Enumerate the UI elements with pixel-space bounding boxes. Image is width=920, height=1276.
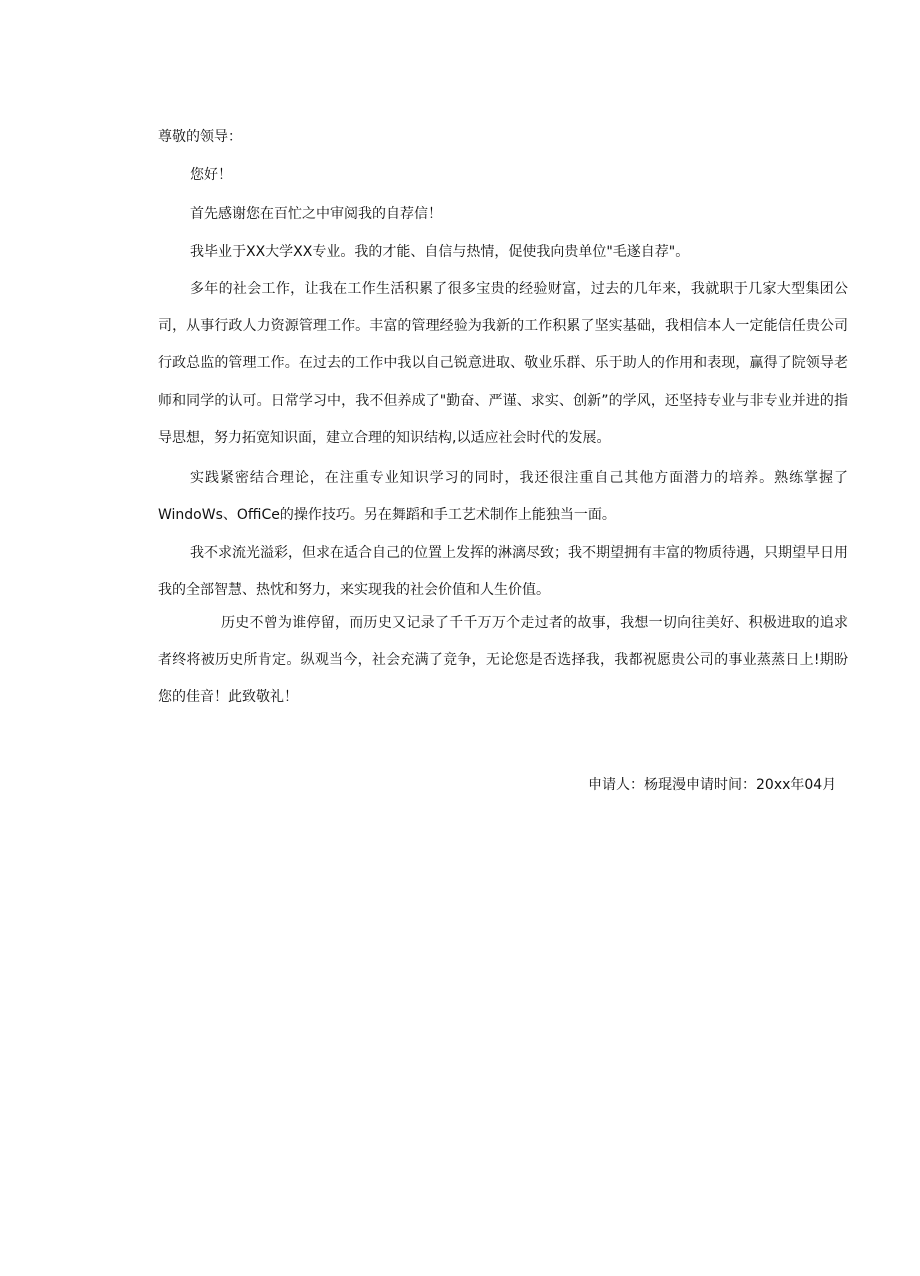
paragraph-education: 我毕业于XX大学XX专业。我的才能、自信与热情，促使我向贵单位"毛遂自荐"。	[190, 244, 690, 260]
salutation: 尊敬的领导：	[158, 129, 242, 145]
paragraph-experience: 多年的社会工作，让我在工作生活积累了很多宝贵的经验财富，过去的几年来，我就职于几家大型集团公司，从事行政人力资源管理工作。丰富的管理经验为我新的工作积累了坚实基础，我相信本人一定能信任贵公司行政总监的管理工作。在过去的工作中我以自己锐意进取、敬业乐群、乐于助人的作用和表现，赢得了院领导老师和同学的认可。日常学习中，我不但养成了"勤奋、严谨、求实、创新”的学风，还坚持专业与非专业并进的指导思想，努力拓宽知识面，建立合理的知识结构,以适应社会时代的发展。	[158, 281, 848, 446]
signature-block: 申请人：杨琨漫申请时间：20xx年04月	[588, 777, 837, 793]
paragraph-skills: 实践紧密结合理论，在注重专业知识学习的同时，我还很注重自己其他方面潜力的培养。熟练掌握了WindoWs、OffiCe的操作技巧。另在舞蹈和手工艺术制作上能独当一面。	[158, 470, 848, 524]
paragraph-thanks: 首先感谢您在百忙之中审阅我的自荐信！	[190, 206, 442, 222]
greeting: 您好！	[190, 167, 232, 183]
paragraph-aspiration: 我不求流光溢彩，但求在适合自己的位置上发挥的淋漓尽致；我不期望拥有丰富的物质待遇，只期望早日用我的全部智慧、热忱和努力，来实现我的社会价值和人生价值。	[158, 545, 848, 599]
paragraph-closing: 历史不曾为谁停留，而历史又记录了千千万万个走过者的故事，我想一切向往美好、积极进取的追求者终将被历史所肯定。纵观当今，社会充满了竞争，无论您是否选择我，我都祝愿贵公司的事业蒸蒸日上!期盼您的佳音！此致敬礼！	[158, 615, 848, 706]
